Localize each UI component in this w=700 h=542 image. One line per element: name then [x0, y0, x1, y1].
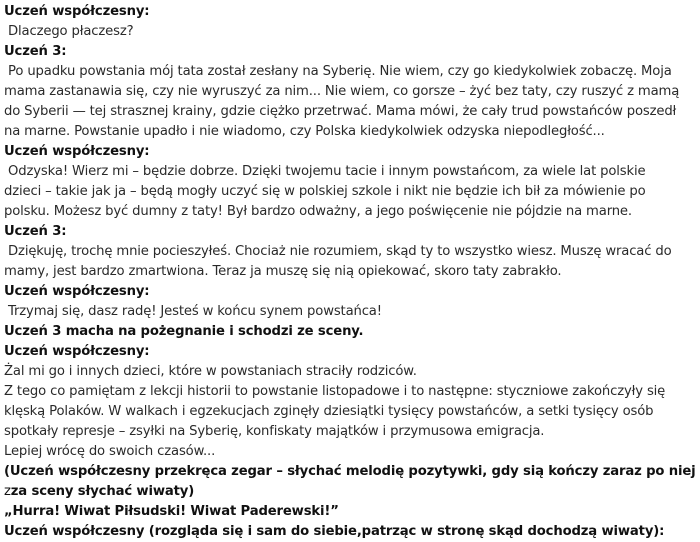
- dialogue-line: dzieci – takie jak ja – będą mogły uczyć się w polskiej szkole i nikt nie będzie ich bił za mówienie po: [4, 184, 646, 199]
- dialogue-line: Po upadku powstania mój tata został zesłany na Syberię. Nie wiem, czy go kiedykolwiek zobaczę. Moja: [4, 64, 672, 79]
- dialogue-line: Lepiej wrócę do swoich czasów...: [4, 444, 216, 459]
- stage-direction-line: Uczeń 3 macha na pożegnanie i schodzi ze sceny.: [4, 324, 364, 339]
- script-document: [0, 2, 700, 542]
- stage-direction-line: (Uczeń współczesny przekręca zegar – słychać melodię pozytywki, gdy sią kończy zaraz po niej: [4, 464, 696, 479]
- stage-direction-text: za sceny słychać wiwaty): [10, 484, 195, 499]
- dialogue-line: Z tego co pamiętam z lekcji historii to powstanie listopadowe i to następne: styczniowe zakończyły się: [4, 384, 666, 399]
- speaker-line: Uczeń współczesny:: [4, 4, 150, 19]
- speaker-line: Uczeń 3:: [4, 44, 67, 59]
- speaker-line: Uczeń współczesny:: [4, 284, 150, 299]
- speaker-line: Uczeń współczesny:: [4, 344, 150, 359]
- speaker-line: Uczeń współczesny (rozgląda się i sam do siebie,patrząc w stronę skąd dochodzą wiwaty):: [4, 524, 665, 539]
- dialogue-line: mama zastanawia się, czy nie wyruszyć za nim... Nie wiem, co gorsze – żyć bez taty, czy ruszyć z mamą: [4, 84, 680, 99]
- dialogue-line: mamy, jest bardzo zmartwiona. Teraz ja muszę się nią opiekować, skoro taty zabrakło.: [4, 264, 562, 279]
- dialogue-line: klęską Polaków. W walkach i egzekucjach zginęły dziesiątki tysięcy powstańców, a setki tysięcy osób: [4, 404, 654, 419]
- dialogue-line: polsku. Możesz być dumny z taty! Był bardzo odważny, a jego poświęcenie nie pójdzie na marne.: [4, 204, 632, 219]
- speaker-line: Uczeń współczesny:: [4, 144, 150, 159]
- speaker-line: Uczeń 3:: [4, 224, 67, 239]
- dialogue-line: Trzymaj się, dasz radę! Jesteś w końcu synem powstańca!: [4, 304, 382, 319]
- quoted-cheer-line: „Hurra! Wiwat Piłsudski! Wiwat Paderewski!”: [4, 504, 339, 519]
- dialogue-line: Dlaczego płaczesz?: [4, 24, 134, 39]
- stage-direction-line: [0, 482, 700, 502]
- dialogue-line: na marne. Powstanie upadło i nie wiadomo, czy Polska kiedykolwiek odzyska niepodległość...: [4, 124, 605, 139]
- lead-letter: z: [4, 484, 11, 499]
- dialogue-line: Dziękuję, trochę mnie pocieszyłeś. Chociaż nie rozumiem, skąd ty to wszystko wiesz. Muszę wracać do: [4, 244, 672, 259]
- dialogue-line: do Syberii — tej strasznej krainy, gdzie ciężko przetrwać. Mama mówi, że cały trud powstańców poszedł: [4, 104, 677, 119]
- dialogue-line: Żal mi go i innych dzieci, które w powstaniach straciły rodziców.: [4, 364, 417, 379]
- dialogue-line: Odzyska! Wierz mi – będzie dobrze. Dzięki twojemu tacie i innym powstańcom, za wiele lat polskie: [4, 164, 646, 179]
- dialogue-line: spotkały represje – zsyłki na Syberię, konfiskaty majątków i przymusowa emigracja.: [4, 424, 545, 439]
